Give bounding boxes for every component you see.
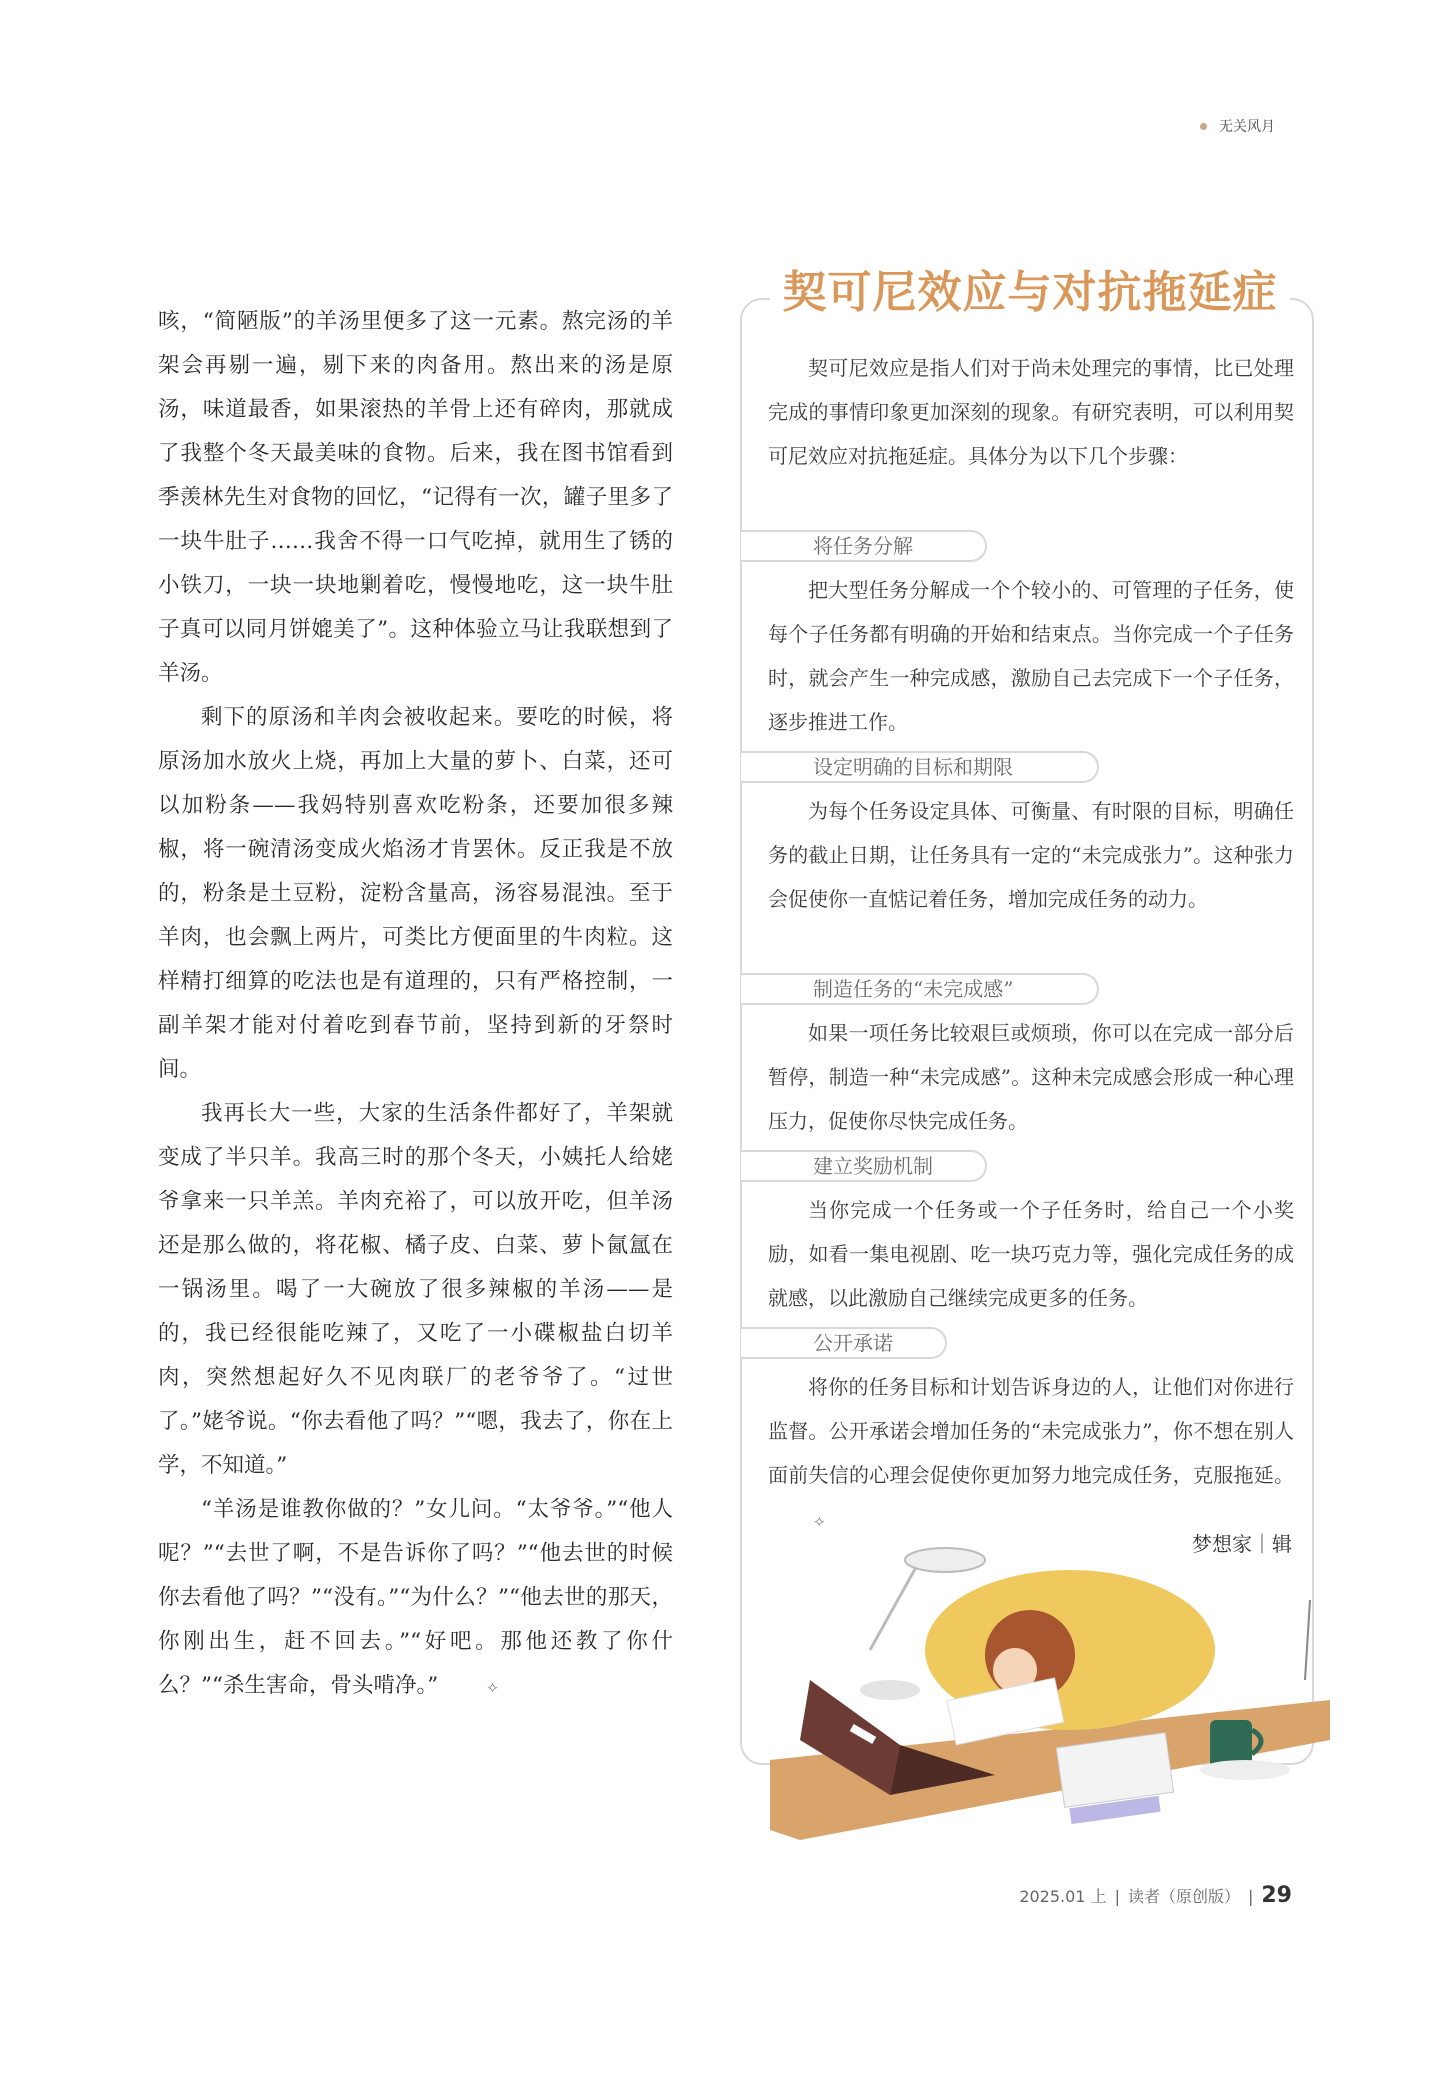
sidebar-intro [768,346,1294,478]
footer-separator-2: | [1247,1887,1254,1906]
article-paragraph-4-text: “羊汤是谁教你做的？”女儿问。“太爷爷。”“他人呢？”“去世了啊，不是告诉你了吗？”“他去世的时候你去看他了吗？”“没有。”“为什么？”“他去世的那天，你刚出生，赶不回去。”“好吧。那他还教了你什么？”“杀生害命，骨头啃净。” [158,1497,673,1698]
article-paragraph-1: 咳，“简陋版”的羊汤里便多了这一元素。熬完汤的羊架会再剔一遍，剔下来的肉备用。熬出来的汤是原汤，味道最香，如果滚热的羊骨上还有碎肉，那就成了我整个冬天最美味的食物。后来，我在图书馆看到季羡林先生对食物的回忆，“记得有一次，罐子里多了一块牛肚子……我舍不得一口气吃掉，就用生了锈的小铁刀，一块一块地剿着吃，慢慢地吃，这一块牛肚子真可以同月饼媲美了”。这种体验立马让我联想到了羊汤。 [158,309,673,686]
magazine-name: 读者（原创版） [1127,1887,1240,1906]
end-mark-icon: ⟡ [487,1677,498,1696]
step-body-4 [768,1188,1294,1320]
lamp-head [905,1548,985,1572]
step-text-5 [768,1365,1294,1543]
article-paragraph-2: 剩下的原汤和羊肉会被收起来。要吃的时候，将原汤加水放火上烧，再加上大量的萝卜、白菜，还可以加粉条——我妈特别喜欢吃粉条，还要加很多辣椒，将一碗清汤变成火焰汤才肯罢休。反正我是不放的，粉条是土豆粉，淀粉含量高，汤容易混浊。至于羊肉，也会飘上两片，可类比方便面里的牛肉粒。这样精打细算的吃法也是有道理的，只有严格控制，一副羊架才能对付着吃到春节前，坚持到新的牙祭时间。 [158,705,673,1082]
lamp-arm [870,1560,920,1650]
footer-separator: | [1114,1887,1120,1906]
page-number: 29 [1261,1883,1292,1908]
step-body-5 [768,1365,1294,1543]
illustration-person-sleeping-on-desk [740,1540,1340,1840]
article-column [158,300,673,1709]
sidebar-title: 契可尼效应与对抗拖延症 [770,258,1290,328]
step-title-5: 公开承诺 [741,1327,947,1359]
step-body-3 [768,1011,1294,1143]
hanging-cord [1305,1600,1310,1680]
sidebar-intro-text: 契可尼效应是指人们对于尚未处理完的事情，比已处理完成的事情印象更加深刻的现象。有研究表明，可以利用契可尼效应对抗拖延症。具体分为以下几个步骤： [768,356,1294,468]
sidebar-end-mark-icon: ⟡ [814,1511,825,1530]
step-text-5-content: 将你的任务目标和计划告诉身边的人，让他们对你进行监督。公开承诺会增加任务的“未完成张力”，你不想在别人面前失信的心理会促使你更加努力地完成任务，克服拖延。 [768,1375,1294,1487]
step-text-3: 如果一项任务比较艰巨或烦琐，你可以在完成一部分后暂停，制造一种“未完成感”。这种未完成感会形成一种心理压力，促使你尽快完成任务。 [768,1021,1294,1133]
section-label [1200,116,1275,136]
step-body-1 [768,568,1294,744]
step-title-3: 制造任务的“未完成感” [741,973,1099,1005]
section-name: 无关风月 [1219,119,1275,135]
lamp-base [860,1680,920,1700]
article-paragraph-3: 我再长大一些，大家的生活条件都好了，羊架就变成了半只羊。我高三时的那个冬天，小姨托人给姥爷拿来一只羊羔。羊肉充裕了，可以放开吃，但羊汤还是那么做的，将花椒、橘子皮、白菜、萝卜氤氲在一锅汤里。喝了一大碗放了很多辣椒的羊汤——是的，我已经很能吃辣了，又吃了一小碟椒盐白切羊肉，突然想起好久不见肉联厂的老爷爷了。“过世了。”姥爷说。“你去看他了吗？”“嗯，我去了，你在上学，不知道。” [158,1101,673,1478]
page-footer [1019,1883,1292,1908]
mug-saucer [1200,1760,1290,1780]
step-title-2: 设定明确的目标和期限 [741,751,1099,783]
step-text-4: 当你完成一个任务或一个子任务时，给自己一个小奖励，如看一集电视剧、吃一块巧克力等，强化完成任务的成就感，以此激励自己继续完成更多的任务。 [768,1198,1294,1310]
step-title-1: 将任务分解 [741,530,987,562]
editor-credit: 梦想家｜辑 [1192,1532,1292,1556]
step-title-4: 建立奖励机制 [741,1150,987,1182]
step-text-1: 把大型任务分解成一个个较小的、可管理的子任务，使每个子任务都有明确的开始和结束点。当你完成一个子任务时，就会产生一种完成感，激励自己去完成下一个子任务，逐步推进工作。 [768,578,1294,734]
issue-date: 2025.01 上 [1019,1887,1107,1906]
step-body-2 [768,789,1294,921]
section-dot-icon [1200,123,1207,130]
article-paragraph-4 [158,1488,673,1709]
step-text-2: 为每个任务设定具体、可衡量、有时限的目标，明确任务的截止日期，让任务具有一定的“未完成张力”。这种张力会促使你一直惦记着任务，增加完成任务的动力。 [768,799,1294,911]
